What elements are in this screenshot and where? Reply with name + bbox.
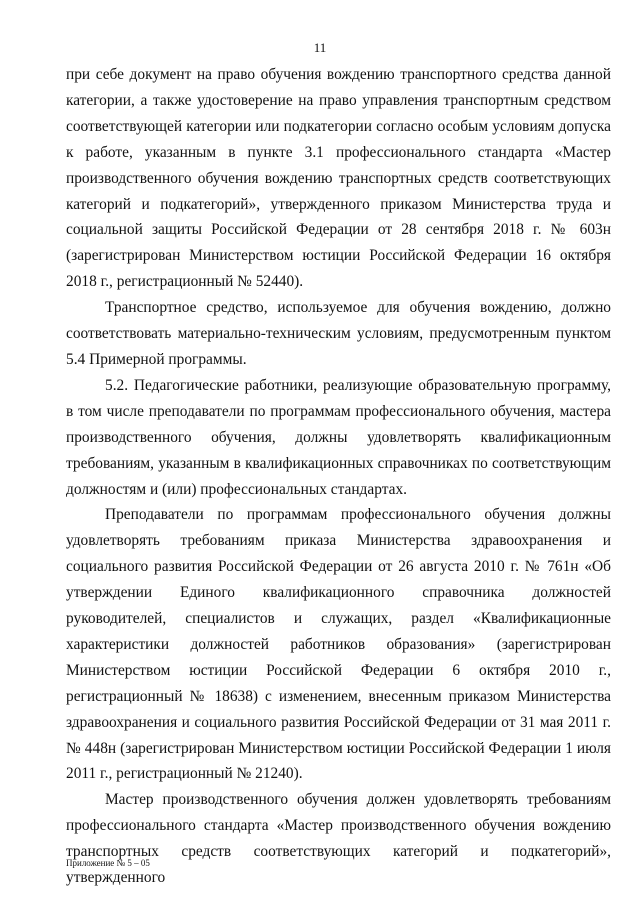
footer-annex-label: Приложение № 5 – 05 bbox=[66, 858, 150, 868]
paragraph-driving-instructor: Мастер производственного обучения должен удовлетворять требованиям профессионального стандарта «Мастер производственного обучения вождению транспортных средств соответствующих категорий и подкатегорий», утвержденного bbox=[66, 791, 611, 887]
page-number: 11 bbox=[313, 40, 327, 55]
paragraph-vehicle-requirements: Транспортное средство, используемое для обучения вождению, должно соответствовать материально-техническим условиям, предусмотренным пунктом 5.4 Примерной программы. bbox=[66, 299, 611, 368]
document-body bbox=[66, 62, 611, 891]
paragraph-teachers-requirements: Преподаватели по программам профессионального обучения должны удовлетворять требованиям приказа Министерства здравоохранения и социального развития Российской Федерации от 26 августа 2010 г. № 761н «Об утверждении Единого квалификационного справочника должностей руководителей, специалистов и служащих, раздел «Квалификационные характеристики должностей работников образования» (зарегистрирован Министерством юстиции Российской Федерации 6 октября 2010 г., регистрационный № 18638) с изменением, внесенным приказом Министерства здравоохранения и социального развития Российской Федерации от 31 мая 2011 г. № 448н (зарегистрирован Министерством юстиции Российской Федерации 1 июля 2011 г., регистрационный № 21240). bbox=[66, 506, 611, 783]
paragraph-section-5-2: 5.2. Педагогические работники, реализующие образовательную программу, в том числе преподаватели по программам профессионального обучения, мастера производственного обучения, должны удовлетворять квалификационным требованиям, указанным в квалификационных справочниках по соответствующим должностям и (или) профессиональных стандартах. bbox=[66, 376, 611, 498]
paragraph-continuation: при себе документ на право обучения вождению транспортного средства данной категории, а также удостоверение на право управления транспортным средством соответствующей категории или подкатегории согласно особым условиям допуска к работе, указанным в пункте 3.1 профессионального стандарта «Мастер производственного обучения вождению транспортных средств соответствующих категорий и подкатегорий», утвержденного приказом Министерства труда и социальной защиты Российской Федерации от 28 сентября 2018 г. № 603н (зарегистрирован Министерством юстиции Российской Федерации 16 октября 2018 г., регистрационный № 52440). bbox=[66, 66, 611, 291]
